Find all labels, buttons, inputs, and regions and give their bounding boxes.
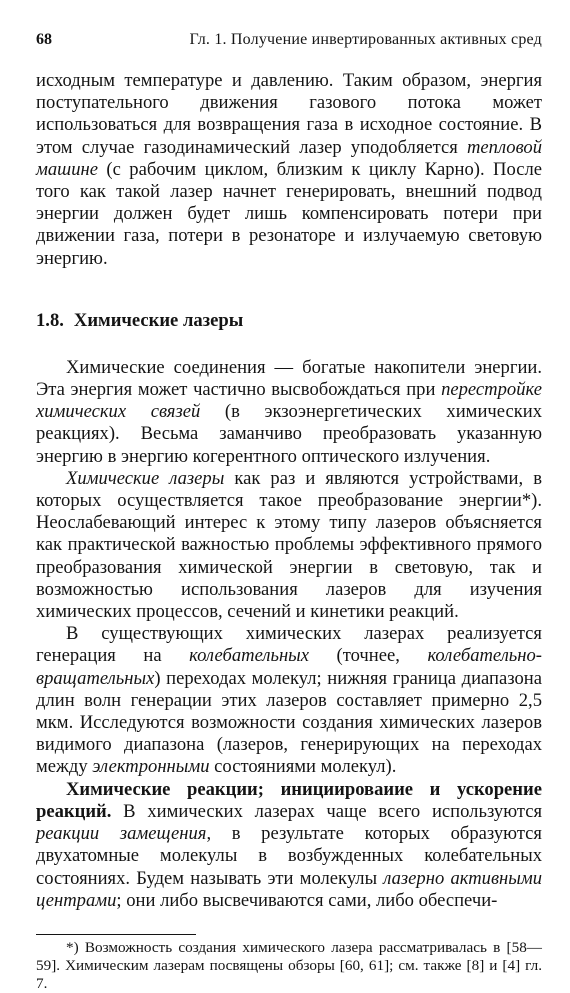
section-title: Химические лазеры [73,309,244,331]
running-head [36,30,542,52]
page-number: 68 [36,31,52,48]
section-number: 1.8. [36,309,64,331]
footnote-rule [36,934,196,935]
text-run: В химических лазерах чаще всего используются [111,800,542,822]
paragraph-2 [36,468,542,623]
text-run: ) переходах молекул; нижняя граница диапазона длин волн генерации этих лазеров составляет примерно 2,5 мкм. Исследуются возможности создания химических лазеров видимого диапазона (лазеров, генерирующих на переходах между [36,667,542,778]
paragraph-1 [36,357,542,468]
footnote: *) Возможность создания химического лазера рассматривалась в [58—59]. Химическим лазерам посвящены обзоры [60, 61]; см. также [8] и [4] гл. 7. [36,938,542,992]
paragraph-4 [36,779,542,912]
italic-term: электронными [92,756,210,778]
italic-term: Химические лазеры [66,467,225,489]
text-run: как раз и являются устройствами, в которых осуществляется такое преобразование энергии*). Неослабевающий интерес к этому типу лазеров объясняется как практической важностью проблемы эффективного прямого преобразования химической энергии в световую, так и возможностью использования лазеров для изучения химических процессов, сечений и кинетики реакций. [36,467,542,623]
paragraph-continued [36,70,542,270]
italic-term: лазерно активными центрами [36,867,542,911]
book-page [36,30,542,993]
text-run: (точнее, [309,645,428,667]
italic-term: колебательных [189,645,310,667]
section-heading [36,310,542,332]
text-run: (с рабочим циклом, близким к циклу Карно). После того как такой лазер начнет генерировать, внешний подвод энергии должен будет лишь компенсировать потери при движении газа, потери в резонаторе и излучаемую световую энергию. [36,158,542,269]
text-run: ; они либо высвечиваются сами, либо обеспечи- [116,889,498,911]
text-run: В существующих химических лазерах реализуется генерация на [36,623,542,667]
text-run: , в результате которых образуются двухатомные молекулы в возбужденных колебательных состояниях. Будем называть эти молекулы [36,823,542,889]
text-run: состояниями молекул). [209,756,397,778]
italic-term: колебательно-вращательных [36,645,542,689]
paragraph-3 [36,623,542,778]
italic-term: реакции замещения [36,823,207,845]
text-run: исходным температуре и давлению. Таким образом, энергия поступательного движения газового потока может использоваться для возвращения газа в исходное состояние. В этом случае газодинамический лазер уподобляется [36,70,542,158]
italic-term: перестройке химических связей [36,379,542,423]
text-run: (в экзоэнергетических химических реакциях). Весьма заманчиво преобразовать указанную энергию в энергию когерентного оптического излучения. [36,401,542,467]
text-run: Химические соединения — богатые накопители энергии. Эта энергия может частично высвобождаться при [36,356,542,401]
italic-term: тепловой машине [36,136,542,180]
chapter-title: Гл. 1. Получение инвертированных активных сред [189,31,542,48]
run-in-heading: Химические реакции; инициироваиие и ускорение реакций. [36,778,542,822]
